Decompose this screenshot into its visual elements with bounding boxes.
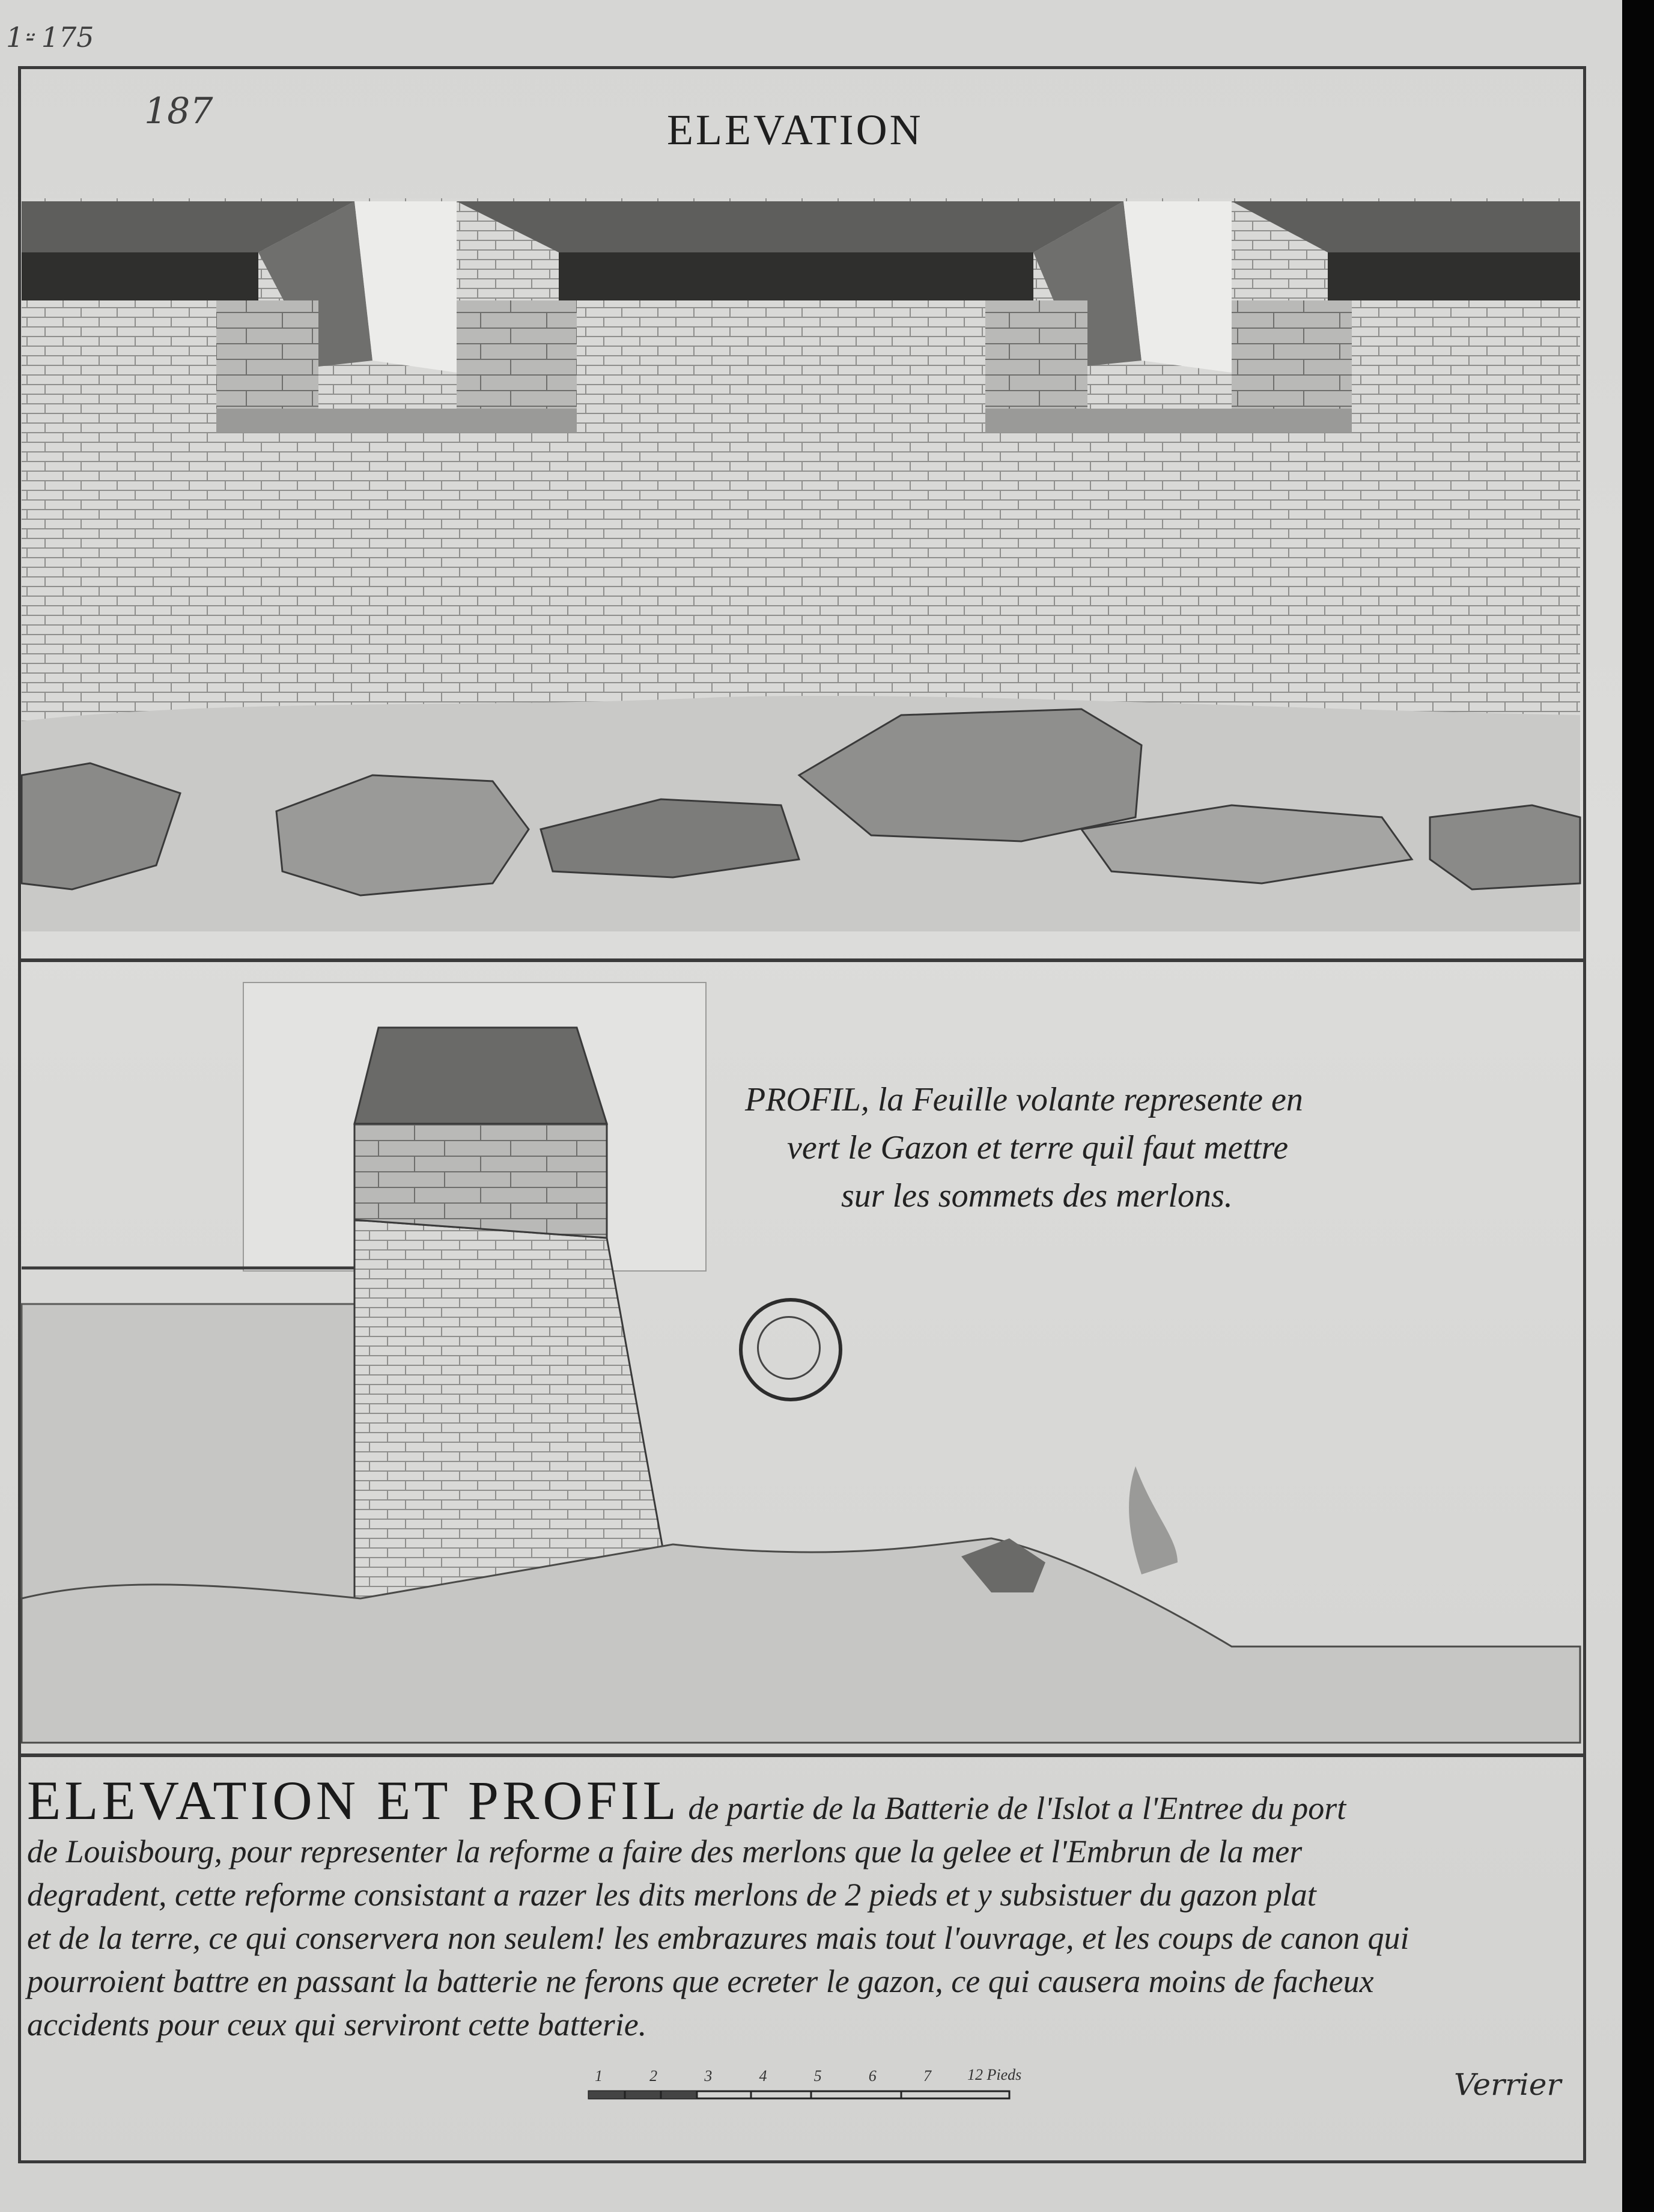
scale-tick: 3 [704,2067,713,2085]
scale-tick: 6 [868,2067,877,2085]
signature: Verrier [1454,2067,1561,2102]
profil-note-line2: vert le Gazon et terre quil faut mettre [787,1129,1289,1166]
scale-tick: 1 [595,2067,603,2085]
caption-line4: et de la terre, ce qui conservera non seulem! les embrazures mais tout l'ouvrage, et les coups de canon qui [27,1920,1409,1956]
scale-tick: 4 [759,2067,767,2085]
scale-bar [589,2091,1009,2098]
profil-note-line1: PROFIL, la Feuille volante represente en [745,1081,1303,1118]
scale-tick: 7 [923,2067,931,2085]
caption-line3: degradent, cette reforme consistant a razer les dits merlons de 2 pieds et y subsistuer du gazon plat [27,1877,1316,1913]
caption-line6: accidents pour ceux qui serviront cette batterie. [27,2006,647,2043]
elevation-title: ELEVATION [667,106,923,154]
scale-tick: 2 [649,2067,658,2085]
scale-tick: 5 [813,2067,822,2085]
caption-block [27,1770,1577,2046]
profil-note-line3: sur les sommets des merlons. [841,1177,1233,1214]
scale-ticks [595,2067,931,2085]
caption-first-line [27,1770,1577,1831]
caption-line5: pourroient battre en passant la batterie ne ferons que ecreter le gazon, ce qui causera moins de facheux [27,1963,1374,1999]
caption-line1: de partie de la Batterie de l'Islot a l'Entree du port [688,1790,1346,1826]
anchor-icon [757,1316,821,1380]
archive-note-number: 187 [144,90,213,132]
merlon-caps [22,201,1580,300]
scale-unit-label: 12 Pieds [967,2066,1022,2083]
archive-note-top: 1⸚ 175 [6,21,94,53]
caption-heading: ELEVATION ET PROFIL [27,1770,680,1831]
caption-line2: de Louisbourg, pour representer la reforme a faire des merlons que la gelee et l'Embrun de la mer [27,1833,1303,1869]
profil-note [745,1076,1303,1220]
elevation-rocks [22,696,1580,931]
archive-stamp [739,1298,842,1401]
